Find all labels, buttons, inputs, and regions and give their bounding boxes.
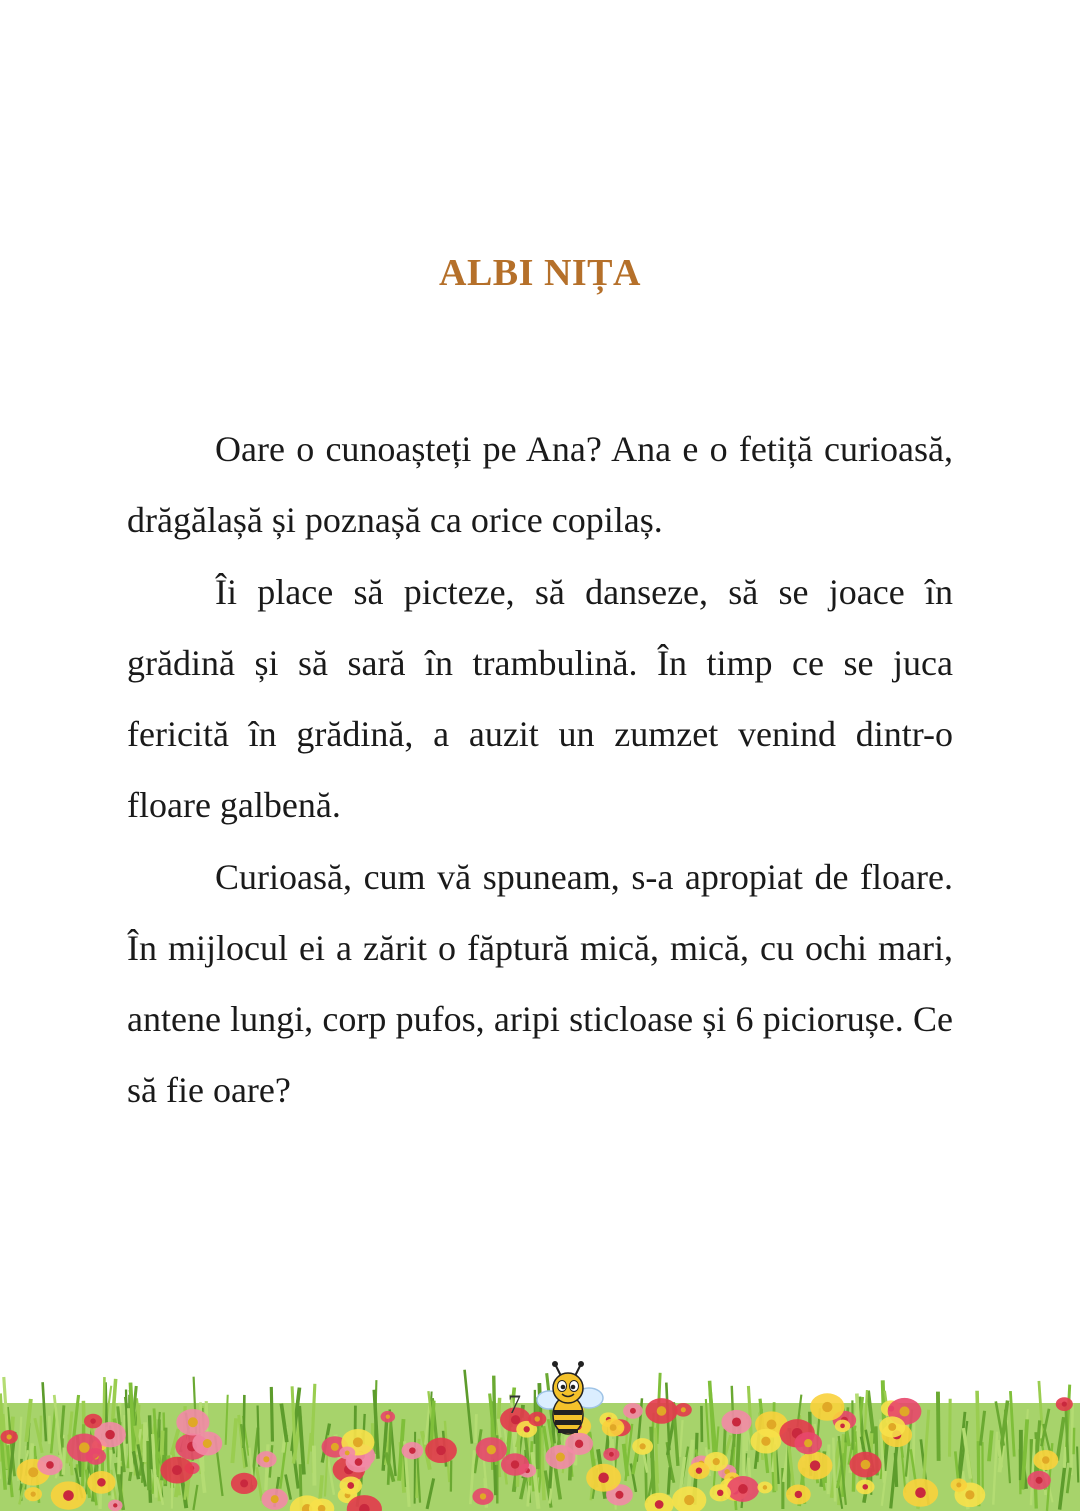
paragraph-1: Oare o cunoașteți pe Ana? Ana e o fetiță curioasă, drăgălașă și poznașă ca orice copilaș. — [127, 429, 953, 540]
paragraph-2: Îi place să picteze, să danseze, să se joace în grădină și să sară în trambulină. În timp ce se juca fericită în grădină, a auzit un zumzet venind dintr-o floare galbenă. — [127, 572, 953, 825]
page-number: 7 — [508, 1390, 521, 1419]
page-title: ALBI NIȚA — [439, 252, 641, 295]
bee-icon — [533, 1360, 605, 1440]
story-text — [127, 414, 953, 1127]
paragraph-3: Curioasă, cum vă spuneam, s-a apropiat de floare. În mijlocul ei a zărit o făptură mică, mică, cu ochi mari, antene lungi, corp pufos, aripi sticloase și 6 piciorușe. Ce să fie oare? — [127, 857, 953, 1110]
